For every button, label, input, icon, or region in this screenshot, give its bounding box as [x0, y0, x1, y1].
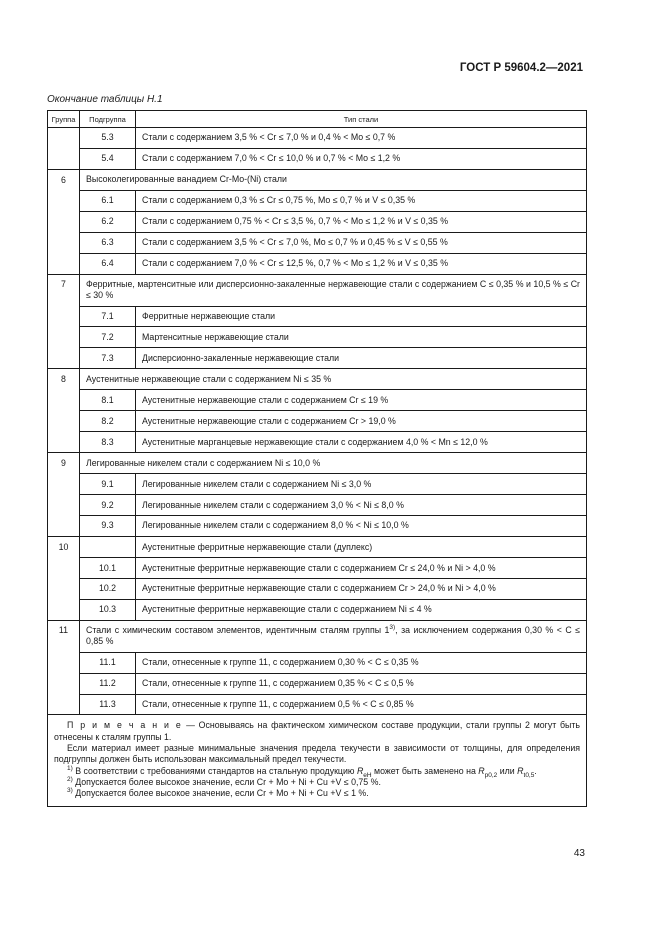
subgroup-cell: 6.4 — [80, 253, 136, 274]
table-row — [48, 599, 587, 620]
footnote-text: или — [497, 765, 518, 776]
subgroup-cell: 9.3 — [80, 516, 136, 537]
subgroup-cell: 9.1 — [80, 474, 136, 495]
group-number: 7 — [48, 274, 80, 306]
note-paragraph: Если материал имеет разные минимальные значения предела текучести в зависимости от толщины, для определения подгруппы должен быть использован максимальный предел текучести. — [54, 743, 580, 765]
steel-type-cell: Аустенитные нержавеющие стали с содержанием Cr > 19,0 % — [136, 411, 587, 432]
group-row — [48, 453, 587, 474]
group-number: 8 — [48, 369, 80, 390]
subgroup-cell: 6.1 — [80, 190, 136, 211]
subgroup-cell: 11.2 — [80, 673, 136, 694]
group-cell — [48, 411, 80, 432]
table-row — [48, 148, 587, 169]
footnote-mark: 2) — [67, 776, 73, 784]
steel-type-cell: Легированные никелем стали с содержанием 8,0 % < Ni ≤ 10,0 % — [136, 516, 587, 537]
steel-type-cell: Аустенитные ферритные нержавеющие стали с содержанием Ni ≤ 4 % — [136, 599, 587, 620]
symbol-r: R — [517, 765, 524, 776]
group-cell — [48, 232, 80, 253]
group-cell — [48, 306, 80, 327]
group-row — [48, 369, 587, 390]
symbol-r: R — [356, 765, 364, 776]
symbol-r: R — [478, 765, 485, 776]
table-row — [48, 474, 587, 495]
note-text: — Основываясь на фактическом химическом составе продукции, стали группы 2 могут быть отнесены к сталям группы 1. — [54, 720, 580, 742]
group-cell — [48, 253, 80, 274]
subgroup-cell: 7.1 — [80, 306, 136, 327]
footnote-2 — [54, 777, 580, 788]
symbol-subscript: t0,5 — [523, 771, 535, 779]
group-cell — [48, 190, 80, 211]
table-row — [48, 673, 587, 694]
group-title-part: Стали с химическим составом элементов, идентичным сталям группы 1 — [86, 625, 390, 636]
steel-type-cell: Стали с содержанием 7,0 % < Cr ≤ 10,0 % и 0,7 % < Mo ≤ 1,2 % — [136, 148, 587, 169]
subgroup-cell: 10.3 — [80, 599, 136, 620]
steel-type-cell: Стали, отнесенные к группе 11, с содержанием 0,35 % < C ≤ 0,5 % — [136, 673, 587, 694]
group-cell — [48, 516, 80, 537]
group-title: Легированные никелем стали с содержанием Ni ≤ 10,0 % — [80, 453, 587, 474]
subgroup-cell: 8.3 — [80, 432, 136, 453]
group-cell — [48, 599, 80, 620]
subgroup-cell: 5.3 — [80, 128, 136, 149]
subgroup-cell: 11.1 — [80, 652, 136, 673]
table-row — [48, 306, 587, 327]
steel-type-cell: Стали с содержанием 0,3 % ≤ Cr ≤ 0,75 %, Mo ≤ 0,7 % и V ≤ 0,35 % — [136, 190, 587, 211]
group-row — [48, 274, 587, 306]
group-title — [80, 620, 587, 652]
subgroup-cell: 7.3 — [80, 348, 136, 369]
steel-groups-table — [47, 110, 587, 807]
group-title: Ферритные, мартенситные или дисперсионно-закаленные нержавеющие стали с содержанием C ≤ 0,35 % и 10,5 % ≤ Cr ≤ 30 % — [80, 274, 587, 306]
steel-type-cell: Аустенитные ферритные нержавеющие стали с содержанием Cr ≤ 24,0 % и Ni > 4,0 % — [136, 558, 587, 579]
subgroup-cell: 10.1 — [80, 558, 136, 579]
table-header-row — [48, 111, 587, 128]
group-number: 6 — [48, 169, 80, 190]
footnote-1 — [54, 766, 580, 777]
steel-type-cell: Стали, отнесенные к группе 11, с содержанием 0,5 % < C ≤ 0,85 % — [136, 694, 587, 715]
page-number: 43 — [573, 848, 585, 859]
subgroup-cell: 7.2 — [80, 327, 136, 348]
footnote-text: . — [534, 765, 537, 776]
table-row — [48, 253, 587, 274]
table-row — [48, 516, 587, 537]
group-cell — [48, 327, 80, 348]
notes-row — [48, 715, 587, 806]
steel-type-cell: Мартенситные нержавеющие стали — [136, 327, 587, 348]
subgroup-cell: 8.2 — [80, 411, 136, 432]
notes-cell — [48, 715, 587, 806]
header-group: Группа — [48, 111, 80, 128]
footnote-ref: 3) — [389, 624, 396, 632]
table-row — [48, 579, 587, 600]
steel-type-cell: Стали, отнесенные к группе 11, с содержанием 0,30 % < C ≤ 0,35 % — [136, 652, 587, 673]
table-row — [48, 190, 587, 211]
table-row — [48, 211, 587, 232]
group-cell — [48, 432, 80, 453]
subgroup-cell: 6.3 — [80, 232, 136, 253]
document-designation: ГОСТ Р 59604.2—2021 — [459, 62, 583, 74]
footnote-mark: 1) — [67, 764, 73, 772]
steel-type-cell: Дисперсионно-закаленные нержавеющие стали — [136, 348, 587, 369]
footnote-text: может быть заменено на — [371, 765, 479, 776]
symbol-subscript: p0,2 — [484, 771, 498, 779]
steel-type-cell: Стали с содержанием 0,75 % < Cr ≤ 3,5 %, 0,7 % < Mo ≤ 1,2 % и V ≤ 0,35 % — [136, 211, 587, 232]
table-caption: Окончание таблицы Н.1 — [47, 94, 163, 105]
note-paragraph — [54, 720, 580, 743]
steel-type-cell: Легированные никелем стали с содержанием Ni ≤ 3,0 % — [136, 474, 587, 495]
header-steel-type: Тип стали — [136, 111, 587, 128]
group-title: Высоколегированные ванадием Cr-Mo-(Ni) стали — [80, 169, 587, 190]
table-row — [48, 232, 587, 253]
subgroup-cell: 11.3 — [80, 694, 136, 715]
subgroup-cell: 6.2 — [80, 211, 136, 232]
table-row — [48, 558, 587, 579]
table-row — [48, 327, 587, 348]
subgroup-cell: 5.4 — [80, 148, 136, 169]
table-row — [48, 390, 587, 411]
footnote-text: Допускается более высокое значение, если Cr + Mo + Ni + Cu +V ≤ 0,75 %. — [72, 776, 381, 787]
table-row — [48, 128, 587, 149]
steel-type-cell: Стали с содержанием 3,5 % < Cr ≤ 7,0 % и 0,4 % < Mo ≤ 0,7 % — [136, 128, 587, 149]
group-cell — [48, 128, 80, 149]
group-cell — [48, 495, 80, 516]
group-number: 9 — [48, 453, 80, 474]
group-cell — [48, 148, 80, 169]
table-row — [48, 495, 587, 516]
table-row — [48, 694, 587, 715]
steel-type-cell: Стали с содержанием 7,0 % < Cr ≤ 12,5 %, 0,7 % < Mo ≤ 1,2 % и V ≤ 0,35 % — [136, 253, 587, 274]
group-cell — [48, 558, 80, 579]
group-cell — [48, 652, 80, 673]
group-row — [48, 169, 587, 190]
group-row — [48, 536, 587, 557]
group-cell — [48, 579, 80, 600]
subgroup-cell: 9.2 — [80, 495, 136, 516]
footnote-3 — [54, 788, 580, 799]
steel-type-cell: Аустенитные марганцевые нержавеющие стали с содержанием 4,0 % < Mn ≤ 12,0 % — [136, 432, 587, 453]
symbol-subscript: eH — [363, 771, 372, 779]
group-cell — [48, 390, 80, 411]
group-row — [48, 620, 587, 652]
subgroup-cell — [80, 536, 136, 557]
group-cell — [48, 673, 80, 694]
group-cell — [48, 211, 80, 232]
group-title: Аустенитные нержавеющие стали с содержанием Ni ≤ 35 % — [80, 369, 587, 390]
steel-type-cell: Аустенитные ферритные нержавеющие стали с содержанием Cr > 24,0 % и Ni > 4,0 % — [136, 579, 587, 600]
table-row — [48, 432, 587, 453]
note-label: П р и м е ч а н и е — [67, 720, 183, 731]
group-cell — [48, 348, 80, 369]
footnote-text: В соответствии с требованиями стандартов на стальную продукцию — [72, 765, 357, 776]
steel-type-cell: Стали с содержанием 3,5 % < Cr ≤ 7,0 %, Mo ≤ 0,7 % и 0,45 % ≤ V ≤ 0,55 % — [136, 232, 587, 253]
subgroup-cell: 10.2 — [80, 579, 136, 600]
footnote-mark: 3) — [67, 787, 73, 795]
steel-type-cell: Ферритные нержавеющие стали — [136, 306, 587, 327]
footnote-text: Допускается более высокое значение, если Cr + Mo + Ni + Cu +V ≤ 1 %. — [72, 788, 369, 799]
group-number: 10 — [48, 536, 80, 557]
table-row — [48, 652, 587, 673]
subgroup-cell: 8.1 — [80, 390, 136, 411]
header-subgroup: Подгруппа — [80, 111, 136, 128]
group-number: 11 — [48, 620, 80, 652]
group-title: Аустенитные ферритные нержавеющие стали (дуплекс) — [136, 536, 587, 557]
group-cell — [48, 474, 80, 495]
group-title-part: , за исключением содержания 0,30 % < C ≤ 0,85 % — [86, 625, 580, 647]
steel-type-cell: Аустенитные нержавеющие стали с содержанием Cr ≤ 19 % — [136, 390, 587, 411]
table-row — [48, 348, 587, 369]
group-cell — [48, 694, 80, 715]
table-row — [48, 411, 587, 432]
steel-type-cell: Легированные никелем стали с содержанием 3,0 % < Ni ≤ 8,0 % — [136, 495, 587, 516]
